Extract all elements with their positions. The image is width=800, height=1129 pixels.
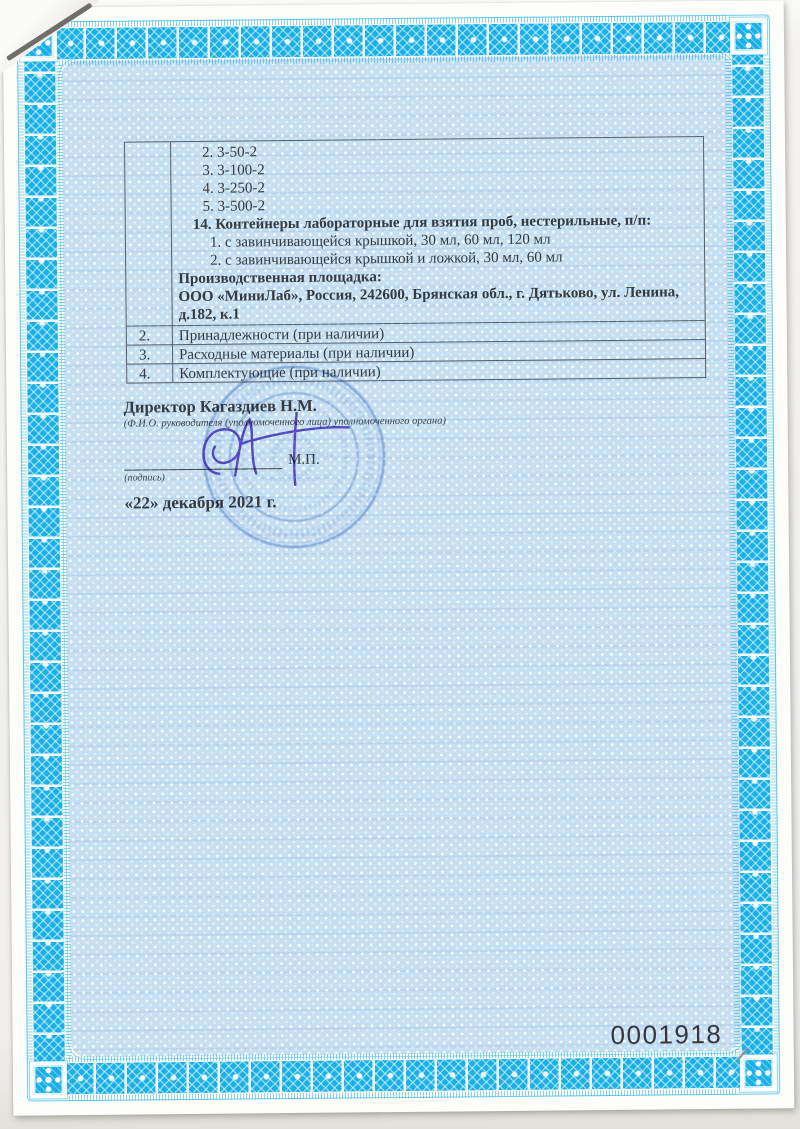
certificate-page — [3, 0, 795, 1115]
table-line-heading: 14. Контейнеры лабораторные для взятия проб, нестерильные, п/п: — [192, 212, 652, 233]
table-line: 5. 3-500-2 — [202, 198, 266, 215]
row-label: Принадлежности (при наличии) — [178, 326, 385, 345]
table-line-heading: Производственная площадка: — [178, 269, 382, 288]
director-caption: (Ф.И.О. руководителя (уполномоченного лица) уполномоченного органа) — [123, 415, 446, 430]
date-line: «22» декабря 2021 г. — [124, 492, 277, 513]
table-line: 1. с завинчивающейся крышкой, 30 мл, 60 мл, 120 мл — [209, 231, 551, 251]
row-number: 4. — [139, 366, 151, 383]
row-number: 2. — [138, 328, 151, 345]
row-number: 3. — [138, 347, 151, 364]
table-line: ООО «МиниЛаб», Россия, 242600, Брянская обл., г. Дятьково, ул. Ленина, — [178, 284, 680, 306]
signature-caption: (подпись) — [124, 472, 165, 484]
stamp-place-abbr: М.П. — [287, 451, 320, 469]
table-line: 3. 3-100-2 — [202, 162, 265, 179]
table-line: 2. 3-50-2 — [202, 144, 258, 161]
table-line: д.182, к.1 — [178, 306, 240, 324]
page-content — [3, 0, 795, 1115]
serial-number: 0001918 — [610, 1018, 723, 1050]
table-line: 2. с завинчивающейся крышкой и ложкой, 30 мл, 60 мл — [210, 249, 563, 269]
row-label: Расходные материалы (при наличии) — [178, 344, 415, 364]
row-label: Комплектующие (при наличии) — [179, 364, 381, 383]
director-name-line: Директор Кагаздиев Н.М. — [123, 395, 317, 417]
table-line: 4. 3-250-2 — [202, 180, 266, 197]
official-stamp — [3, 0, 795, 1115]
